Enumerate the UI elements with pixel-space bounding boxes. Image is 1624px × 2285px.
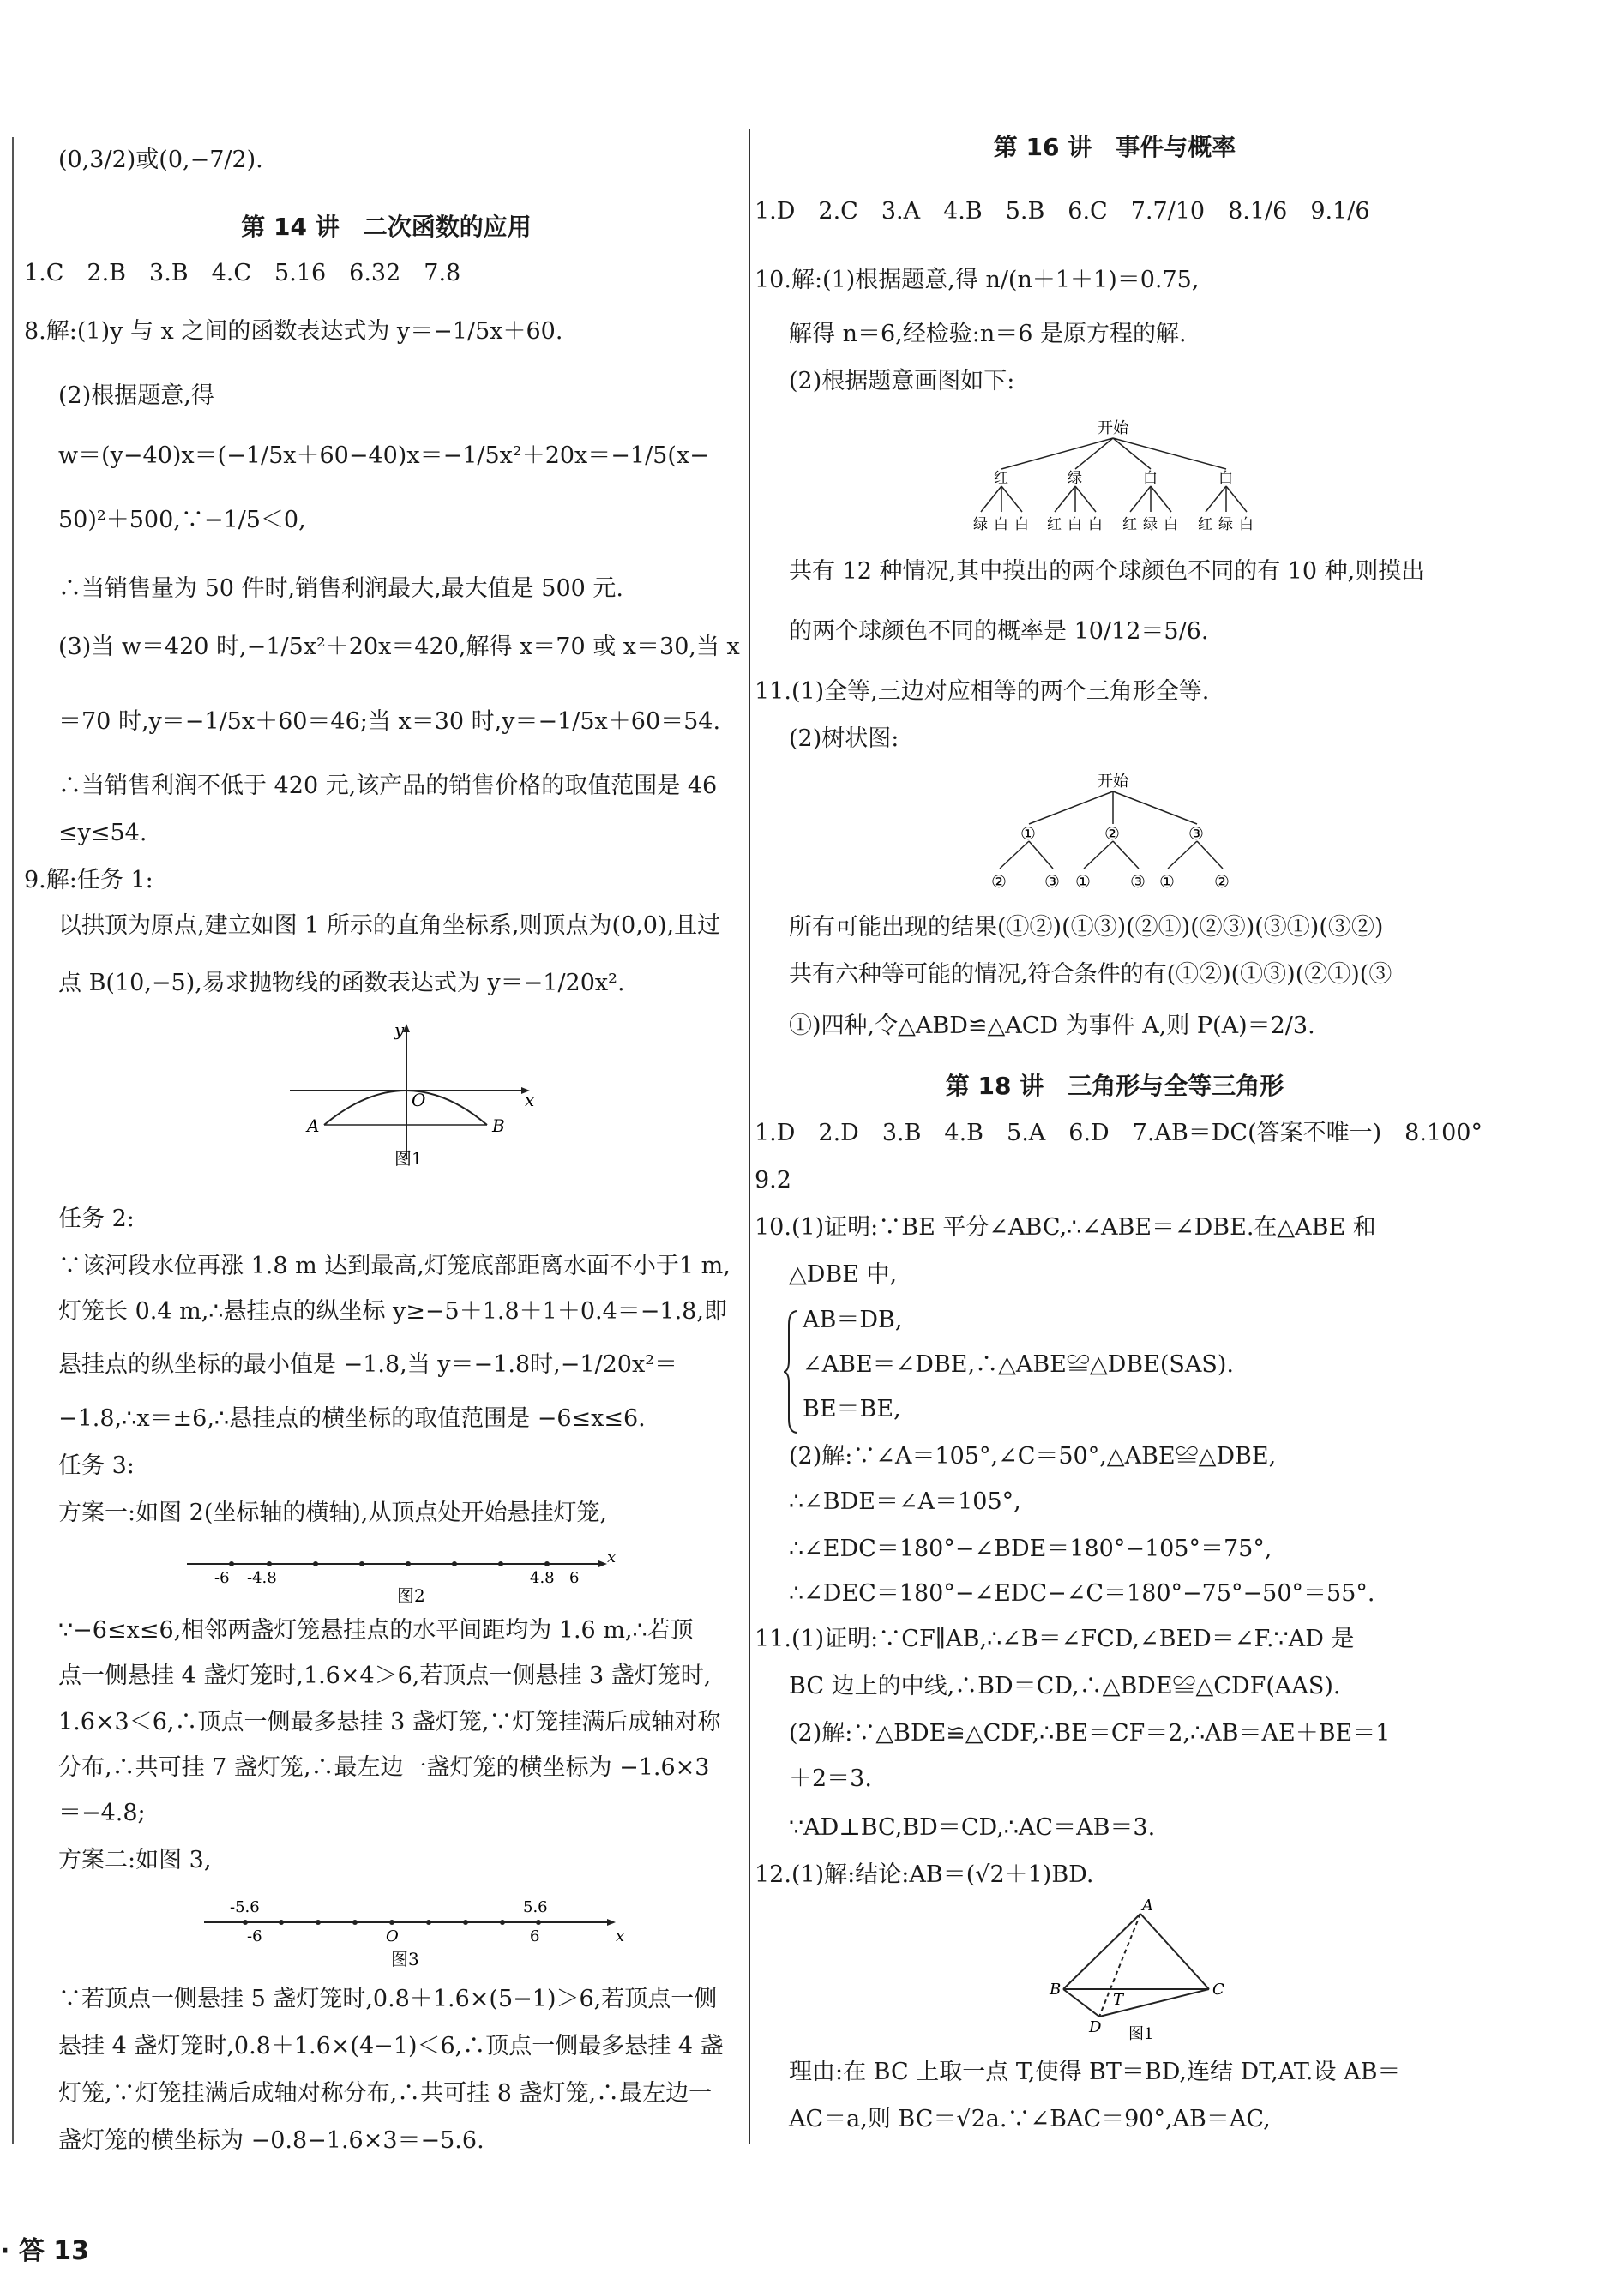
answer-line: 11.(1)全等,三边对应相等的两个三角形全等. <box>755 678 1210 705</box>
answer-line: 分布,∴共可挂 7 盏灯笼,∴最左边一盏灯笼的横坐标为 −1.6×3 <box>58 1754 710 1781</box>
answer-line: 10.解:(1)根据题意,得 n/(n＋1＋1)＝0.75, <box>755 267 1200 293</box>
tree-leaf: 白 <box>1014 516 1029 533</box>
tree-leaf: 红 <box>1047 516 1062 533</box>
answer-line: ∴当销售量为 50 件时,销售利润最大,最大值是 500 元. <box>58 575 623 602</box>
figure-3-number-line <box>178 1886 641 1972</box>
answer-line: (2)解:∵∠A＝105°,∠C＝50°,△ABE≌△DBE, <box>789 1443 1277 1470</box>
tick-label: 6 <box>569 1569 580 1587</box>
point <box>316 1920 321 1925</box>
vertex-label: C <box>1212 1981 1224 1999</box>
tree-leaf: ③ <box>1130 871 1146 892</box>
tree-leaf: 白 <box>1164 516 1178 533</box>
tree-leaf: 白 <box>1239 516 1254 533</box>
answer-line: 1.D 2.C 3.A 4.B 5.B 6.C 7.7/10 8.1/6 9.1/6 <box>755 198 1370 225</box>
point <box>498 1561 503 1566</box>
answer-line: 解得 n＝6,经检验:n＝6 是原方程的解. <box>789 321 1187 347</box>
figure-caption: 图1 <box>394 1148 423 1169</box>
vertex-label: D <box>1089 2018 1102 2036</box>
axis-arrow <box>607 1919 616 1926</box>
tree-node: ③ <box>1188 823 1204 844</box>
point <box>452 1561 457 1566</box>
section-heading-14: 第 14 讲 二次函数的应用 <box>241 213 532 241</box>
answer-line: 10.(1)证明:∵BE 平分∠ABC,∴∠ABE＝∠DBE.在△ABE 和 <box>755 1214 1376 1241</box>
answer-line: 11.(1)证明:∵CF∥AB,∴∠B＝∠FCD,∠BED＝∠F.∵AD 是 <box>755 1626 1355 1652</box>
tick-label: 4.8 <box>530 1569 555 1587</box>
tree-leaf: ② <box>1214 871 1230 892</box>
tick-label: 6 <box>530 1927 540 1945</box>
answer-line: 1.C 2.B 3.B 4.C 5.16 6.32 7.8 <box>24 260 461 286</box>
point <box>426 1920 431 1925</box>
answer-line: 1.D 2.D 3.B 4.B 5.A 6.D 7.AB＝DC(答案不唯一) 8.100° <box>755 1120 1483 1146</box>
answer-line: BC 边上的中线,∴BD＝CD,∴△BDE≌△CDF(AAS). <box>789 1673 1341 1699</box>
tree-leaf: ① <box>1075 871 1091 892</box>
point <box>463 1920 468 1925</box>
answer-line: ∵若顶点一侧悬挂 5 盏灯笼时,0.8＋1.6×(5−1)＞6,若顶点一侧 <box>58 1986 718 2012</box>
answer-line: (2)解:∵△BDE≌△CDF,∴BE＝CF＝2,∴AB＝AE＋BE＝1 <box>789 1720 1391 1747</box>
answer-line: 悬挂 4 盏灯笼时,0.8＋1.6×(4−1)＜6,∴顶点一侧最多悬挂 4 盏 <box>58 2033 724 2060</box>
point-a-label: A <box>307 1115 320 1136</box>
answer-line: (2)根据题意,得 <box>58 382 214 409</box>
point-b-label: B <box>492 1115 505 1136</box>
tree-leaf: 绿 <box>1143 516 1158 533</box>
answer-line: (0,3/2)或(0,−7/2). <box>58 147 263 173</box>
answer-line: ≤y≤54. <box>58 820 147 846</box>
tree-leaf: 红 <box>1198 516 1212 533</box>
point <box>313 1561 318 1566</box>
answer-line: 方案一:如图 2(坐标轴的横轴),从顶点处开始悬挂灯笼, <box>58 1500 608 1526</box>
answer-line: 灯笼,∵灯笼挂满后成轴对称分布,∴共可挂 8 盏灯笼,∴最左边一 <box>58 2080 713 2107</box>
tree-leaf: 白 <box>1088 516 1103 533</box>
tree-leaf: ③ <box>1044 871 1060 892</box>
answer-line: ∴当销售利润不低于 420 元,该产品的销售价格的取值范围是 46 <box>58 773 718 799</box>
section-heading-18: 第 18 讲 三角形与全等三角形 <box>945 1072 1284 1100</box>
x-label: x <box>616 1927 625 1945</box>
tree-branches <box>981 438 1247 512</box>
tree-leaf: ② <box>991 871 1007 892</box>
tree-leaf: 红 <box>1122 516 1137 533</box>
tree-node: 绿 <box>1068 470 1082 487</box>
tree-leaf: 绿 <box>973 516 988 533</box>
tree-diagram-2 <box>977 767 1252 896</box>
answer-line: 8.解:(1)y 与 x 之间的函数表达式为 y＝−1/5x＋60. <box>24 318 563 345</box>
tree-node: 红 <box>994 470 1008 487</box>
tree-leaf: ① <box>1159 871 1175 892</box>
tick-label: -6 <box>214 1569 230 1587</box>
answer-line: 点 B(10,−5),易求抛物线的函数表达式为 y＝−1/20x². <box>58 970 625 996</box>
point <box>389 1920 394 1925</box>
point <box>279 1920 284 1925</box>
system-brace <box>784 1308 801 1436</box>
point <box>544 1561 550 1566</box>
answer-line: 50)²＋500,∵−1/5＜0, <box>58 507 306 533</box>
point <box>536 1920 541 1925</box>
answer-line: 点一侧悬挂 4 盏灯笼时,1.6×4＞6,若顶点一侧悬挂 3 盏灯笼时, <box>58 1663 712 1689</box>
answer-line: 9.解:任务 1: <box>24 867 153 893</box>
answer-line: 所有可能出现的结果(①②)(①③)(②①)(②③)(③①)(③②) <box>789 914 1384 941</box>
answer-line: (2)根据题意画图如下: <box>789 368 1015 394</box>
origin-label: O <box>412 1090 426 1110</box>
figure-caption: 图1 <box>1128 2025 1154 2043</box>
answer-line: w＝(y−40)x＝(−1/5x＋60−40)x＝−1/5x²＋20x＝−1/5(x− <box>58 442 709 469</box>
answer-line: 灯笼长 0.4 m,∴悬挂点的纵坐标 y≥−5＋1.8＋1＋0.4＝−1.8,即 <box>58 1298 727 1325</box>
answer-line: AB＝DB, <box>803 1307 903 1333</box>
point <box>352 1920 358 1925</box>
answer-line: 9.2 <box>755 1167 791 1194</box>
answer-line: (3)当 w＝420 时,−1/5x²＋20x＝420,解得 x＝70 或 x＝30,当 x <box>58 634 740 660</box>
vertex-label: B <box>1050 1981 1062 1999</box>
x-label: x <box>525 1090 535 1110</box>
tick-label: 5.6 <box>523 1898 548 1916</box>
tree-root: 开始 <box>1098 419 1128 437</box>
figure-2-number-line <box>178 1545 641 1605</box>
answer-line: 任务 2: <box>58 1206 135 1232</box>
tick-label: -5.6 <box>230 1898 260 1916</box>
tree-node: 白 <box>1218 470 1233 487</box>
tree-node: ② <box>1104 823 1120 844</box>
answer-line: 任务 3: <box>58 1452 135 1479</box>
answer-line: ∴∠EDC＝180°−∠BDE＝180°−105°＝75°, <box>789 1536 1272 1562</box>
answer-line: 盏灯笼的横坐标为 −0.8−1.6×3＝−5.6. <box>58 2127 484 2154</box>
point <box>229 1561 234 1566</box>
point <box>406 1561 411 1566</box>
point <box>359 1561 364 1566</box>
section-heading-16: 第 16 讲 事件与概率 <box>993 133 1236 161</box>
answer-line: ①)四种,令△ABD≌△ACD 为事件 A,则 P(A)＝2/3. <box>789 1013 1315 1039</box>
origin-label: O <box>386 1927 399 1945</box>
answer-line: ＋2＝3. <box>789 1765 872 1792</box>
triangle-edges <box>1063 1914 1209 2017</box>
answer-line: 以拱顶为原点,建立如图 1 所示的直角坐标系,则顶点为(0,0),且过 <box>58 912 721 939</box>
page-footer: · 答 13 <box>0 2236 90 2266</box>
tree-diagram-1 <box>969 416 1260 544</box>
answer-line: ＝70 时,y＝−1/5x＋60＝46;当 x＝30 时,y＝−1/5x＋60＝54. <box>58 708 721 735</box>
x-label: x <box>607 1548 617 1566</box>
answer-line: 1.6×3＜6,∴顶点一侧最多悬挂 3 盏灯笼,∵灯笼挂满后成轴对称 <box>58 1709 721 1735</box>
answer-line: −1.8,∴x＝±6,∴悬挂点的横坐标的取值范围是 −6≤x≤6. <box>58 1405 646 1432</box>
tree-leaf: 白 <box>994 516 1008 533</box>
answer-line: (2)树状图: <box>789 725 899 752</box>
answer-line: 悬挂点的纵坐标的最小值是 −1.8,当 y＝−1.8时,−1/20x²＝ <box>58 1351 678 1378</box>
tree-node: ① <box>1020 823 1036 844</box>
answer-line: ∴∠DEC＝180°−∠EDC−∠C＝180°−75°−50°＝55°. <box>789 1580 1375 1607</box>
answer-line: 方案二:如图 3, <box>58 1847 212 1873</box>
tree-leaf: 白 <box>1068 516 1082 533</box>
answer-line: ∵该河段水位再涨 1.8 m 达到最高,灯笼底部距离水面不小于1 m, <box>58 1253 731 1279</box>
answer-line: 共有 12 种情况,其中摸出的两个球颜色不同的有 10 种,则摸出 <box>789 558 1425 585</box>
vertex-label: A <box>1142 1897 1153 1915</box>
figure-1-parabola <box>281 1020 538 1175</box>
answer-line: ∵AD⊥BC,BD＝CD,∴AC＝AB＝3. <box>789 1814 1156 1841</box>
point <box>267 1561 272 1566</box>
answer-line: 理由:在 BC 上取一点 T,使得 BT＝BD,连结 DT,AT.设 AB＝ <box>789 2059 1401 2085</box>
left-margin-rule <box>12 137 14 2144</box>
answer-line: ∵−6≤x≤6,相邻两盏灯笼悬挂点的水平间距均为 1.6 m,∴若顶 <box>58 1617 694 1644</box>
answer-line: 12.(1)解:结论:AB＝(√2＋1)BD. <box>755 1861 1094 1888</box>
answer-line: ＝−4.8; <box>58 1800 146 1826</box>
axis-arrow <box>598 1560 607 1567</box>
answer-line: BE＝BE, <box>803 1396 901 1422</box>
tick-label: -6 <box>247 1927 262 1945</box>
answer-line: 共有六种等可能的情况,符合条件的有(①②)(①③)(②①)(③ <box>789 961 1392 988</box>
tick-label: -4.8 <box>247 1569 277 1587</box>
y-label: y <box>394 1020 405 1040</box>
answer-line: ∠ABE＝∠DBE,∴△ABE≌△DBE(SAS). <box>803 1351 1234 1378</box>
answer-line: ∴∠BDE＝∠A＝105°, <box>789 1488 1021 1515</box>
point <box>243 1920 248 1925</box>
tree-node: 白 <box>1143 470 1158 487</box>
figure-caption: 图3 <box>391 1949 419 1969</box>
column-divider <box>749 129 750 2144</box>
tree-root: 开始 <box>1098 773 1128 791</box>
answer-line: AC＝a,则 BC＝√2a.∵∠BAC＝90°,AB＝AC, <box>789 2106 1271 2132</box>
tree-leaf: 绿 <box>1218 516 1233 533</box>
figure-caption: 图2 <box>397 1585 425 1605</box>
answer-line: 的两个球颜色不同的概率是 10/12＝5/6. <box>789 618 1209 645</box>
answer-line: △DBE 中, <box>789 1261 898 1288</box>
point <box>500 1920 505 1925</box>
figure-triangle <box>1046 1895 1235 2049</box>
vertex-label: T <box>1113 1991 1124 2009</box>
